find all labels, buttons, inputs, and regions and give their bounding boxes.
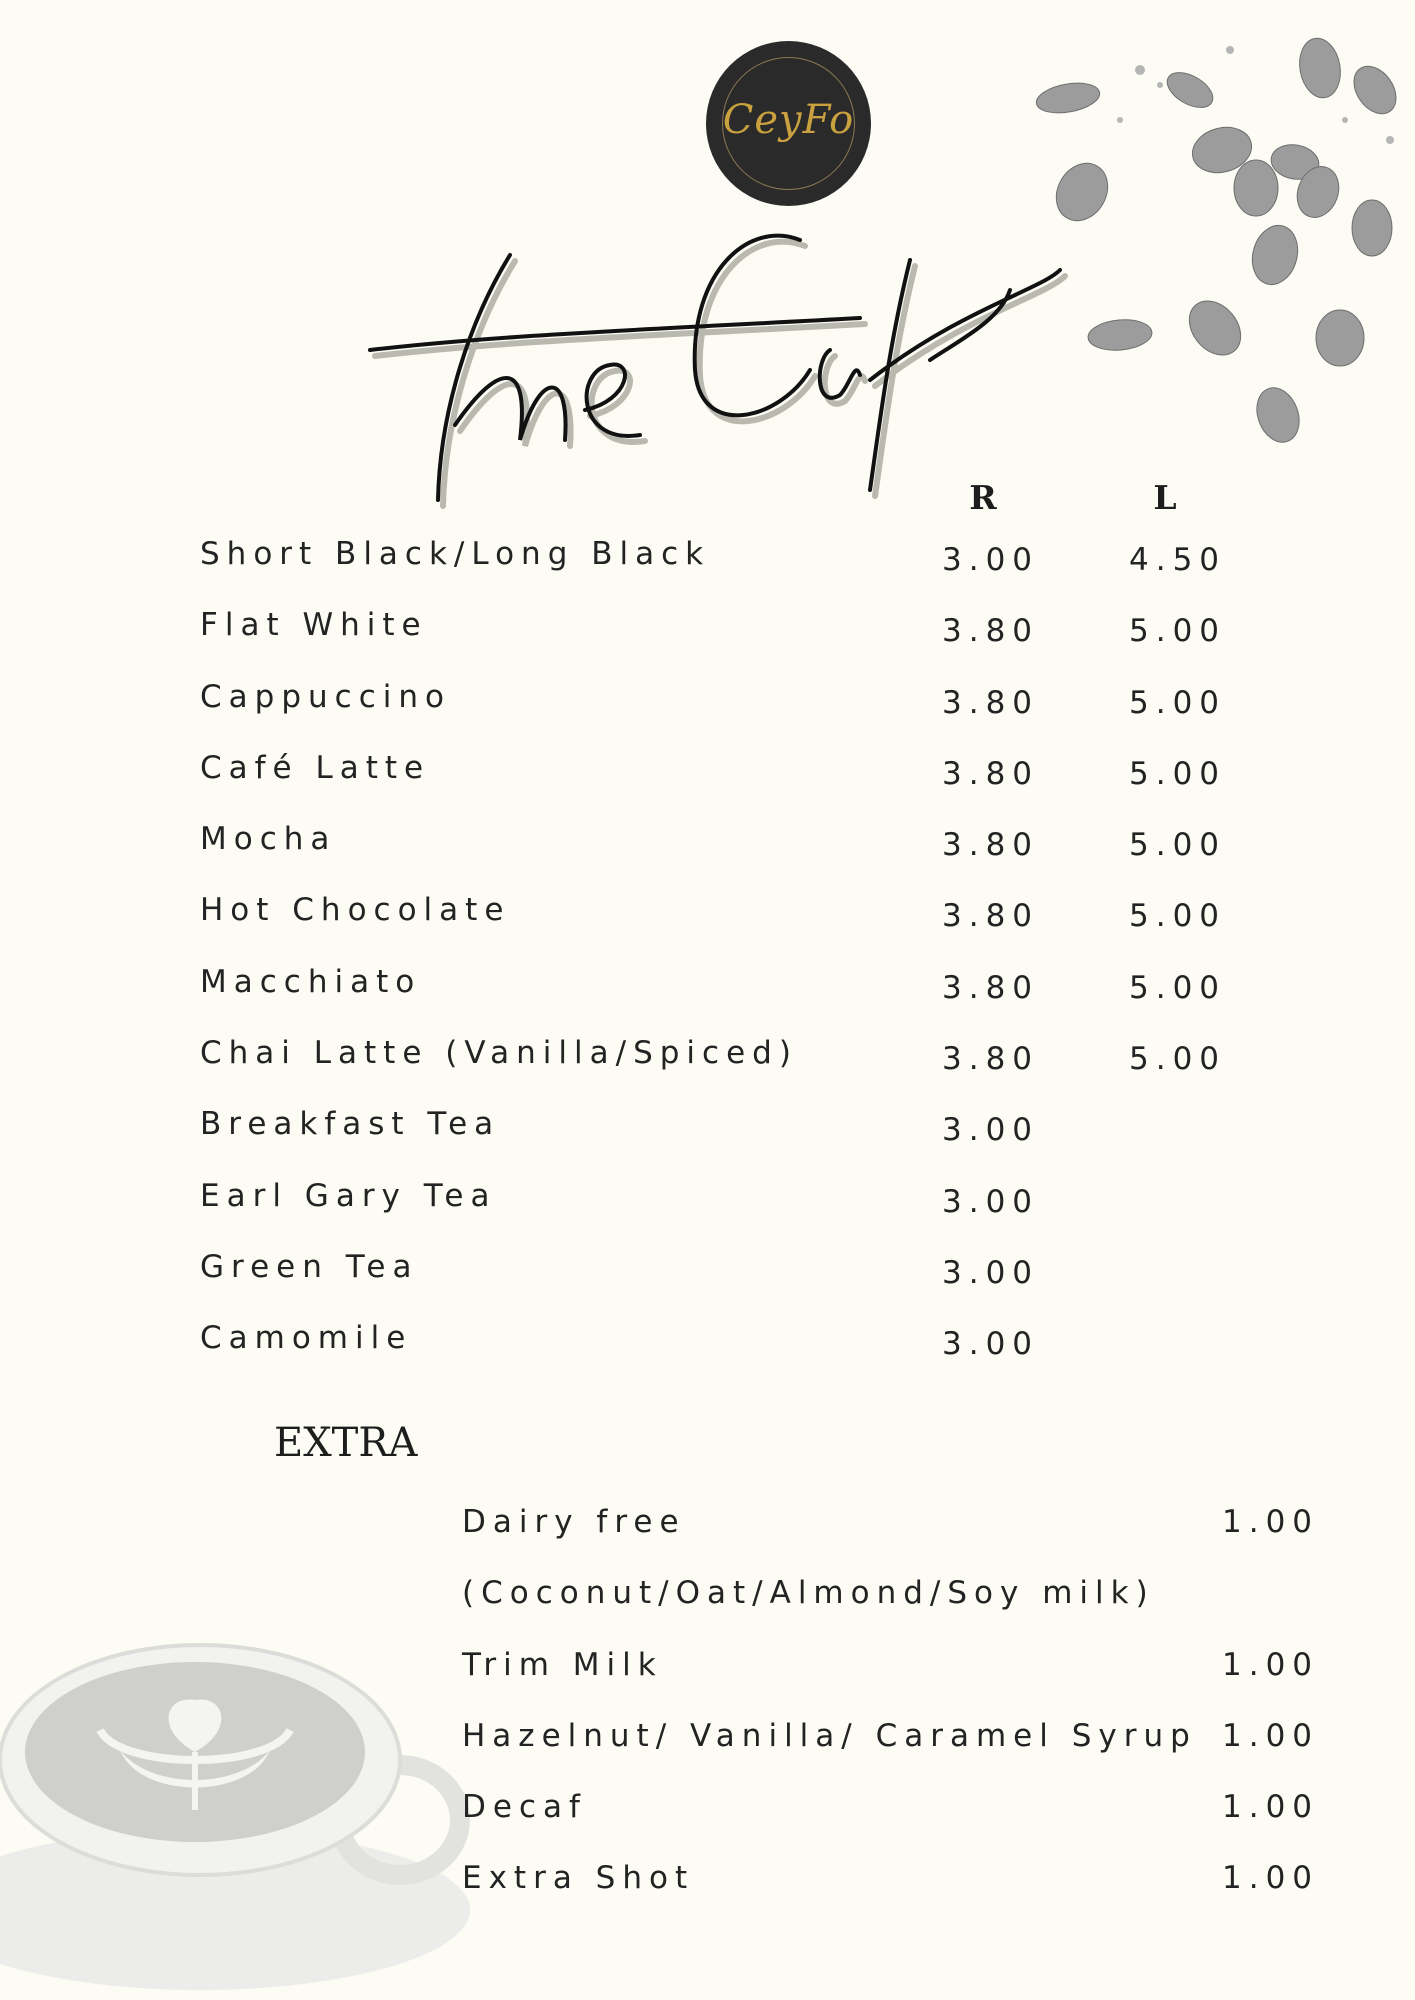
item-name: Breakfast Tea (200, 1106, 501, 1143)
menu-row (200, 1027, 1227, 1098)
column-header-regular: R (969, 478, 997, 517)
price-regular: 3.80 (942, 684, 1040, 721)
price-regular: 3.00 (942, 1183, 1040, 1220)
extra-row (462, 1781, 1322, 1852)
price-regular: 3.80 (942, 827, 1040, 864)
item-name: Hot Chocolate (200, 892, 511, 929)
page-title (1, 1, 2, 2)
logo-text: CeyFo (722, 97, 855, 143)
item-name: Chai Latte (Vanilla/Spiced) (200, 1035, 798, 1072)
price-regular: 3.80 (942, 755, 1040, 792)
extra-row (462, 1567, 1322, 1638)
extra-price: 1.00 (1222, 1860, 1320, 1897)
extra-row (462, 1639, 1322, 1710)
extra-row (462, 1710, 1322, 1781)
extra-price: 1.00 (1222, 1504, 1320, 1540)
item-name: Short Black/Long Black (200, 536, 711, 572)
coffee-cup-icon (0, 1640, 480, 2000)
extra-name: Trim Milk (462, 1646, 663, 1683)
menu-row (200, 528, 1227, 599)
extra-price: 1.00 (1222, 1646, 1320, 1683)
item-name: Cappuccino (200, 678, 451, 715)
logo (706, 41, 871, 206)
item-name: Camomile (200, 1320, 413, 1357)
price-regular: 3.00 (942, 1326, 1040, 1363)
menu-row (200, 599, 1227, 670)
item-name: Mocha (200, 821, 337, 858)
extra-name: Extra Shot (462, 1860, 695, 1897)
price-large: 5.00 (1129, 1041, 1227, 1078)
column-header-large: L (1153, 478, 1177, 517)
menu-row (200, 884, 1227, 955)
price-regular: 3.80 (942, 613, 1040, 650)
price-large: 4.50 (1129, 542, 1227, 578)
price-regular: 3.80 (942, 898, 1040, 935)
price-regular: 3.80 (942, 1041, 1040, 1078)
price-large: 5.00 (1129, 969, 1227, 1006)
item-name: Earl Gary Tea (200, 1177, 497, 1214)
menu-row (200, 1098, 1200, 1169)
menu-row (200, 1241, 1200, 1312)
item-name: Flat White (200, 607, 428, 644)
price-regular: 3.00 (942, 1112, 1040, 1149)
price-large: 5.00 (1129, 755, 1227, 792)
price-regular: 3.00 (942, 1254, 1040, 1291)
extra-list (462, 1496, 1322, 1924)
menu-row (200, 1170, 1200, 1241)
extra-price: 1.00 (1222, 1789, 1320, 1826)
extra-row (462, 1496, 1322, 1567)
menu-row (200, 671, 1227, 742)
menu-row (200, 956, 1227, 1027)
extra-heading: EXTRA (274, 1420, 418, 1466)
extra-name: Hazelnut/ Vanilla/ Caramel Syrup (462, 1717, 1197, 1754)
price-regular: 3.80 (942, 969, 1040, 1006)
price-large: 5.00 (1129, 684, 1227, 721)
menu-row (200, 742, 1227, 813)
menu-list (200, 528, 1227, 1384)
menu-row (200, 813, 1227, 884)
extra-name: Decaf (462, 1789, 587, 1826)
price-large: 5.00 (1129, 898, 1227, 935)
title-script-art (360, 210, 1100, 520)
extra-name: Dairy free (462, 1504, 686, 1540)
price-large: 5.00 (1129, 827, 1227, 864)
item-name: Green Tea (200, 1248, 419, 1285)
item-name: Macchiato (200, 963, 422, 1000)
menu-row (200, 1312, 1200, 1383)
extra-name: (Coconut/Oat/Almond/Soy milk) (462, 1575, 1155, 1612)
price-large: 5.00 (1129, 613, 1227, 650)
extra-price: 1.00 (1222, 1717, 1320, 1754)
item-name: Café Latte (200, 749, 431, 786)
price-regular: 3.00 (942, 542, 1040, 578)
extra-row (462, 1852, 1322, 1923)
